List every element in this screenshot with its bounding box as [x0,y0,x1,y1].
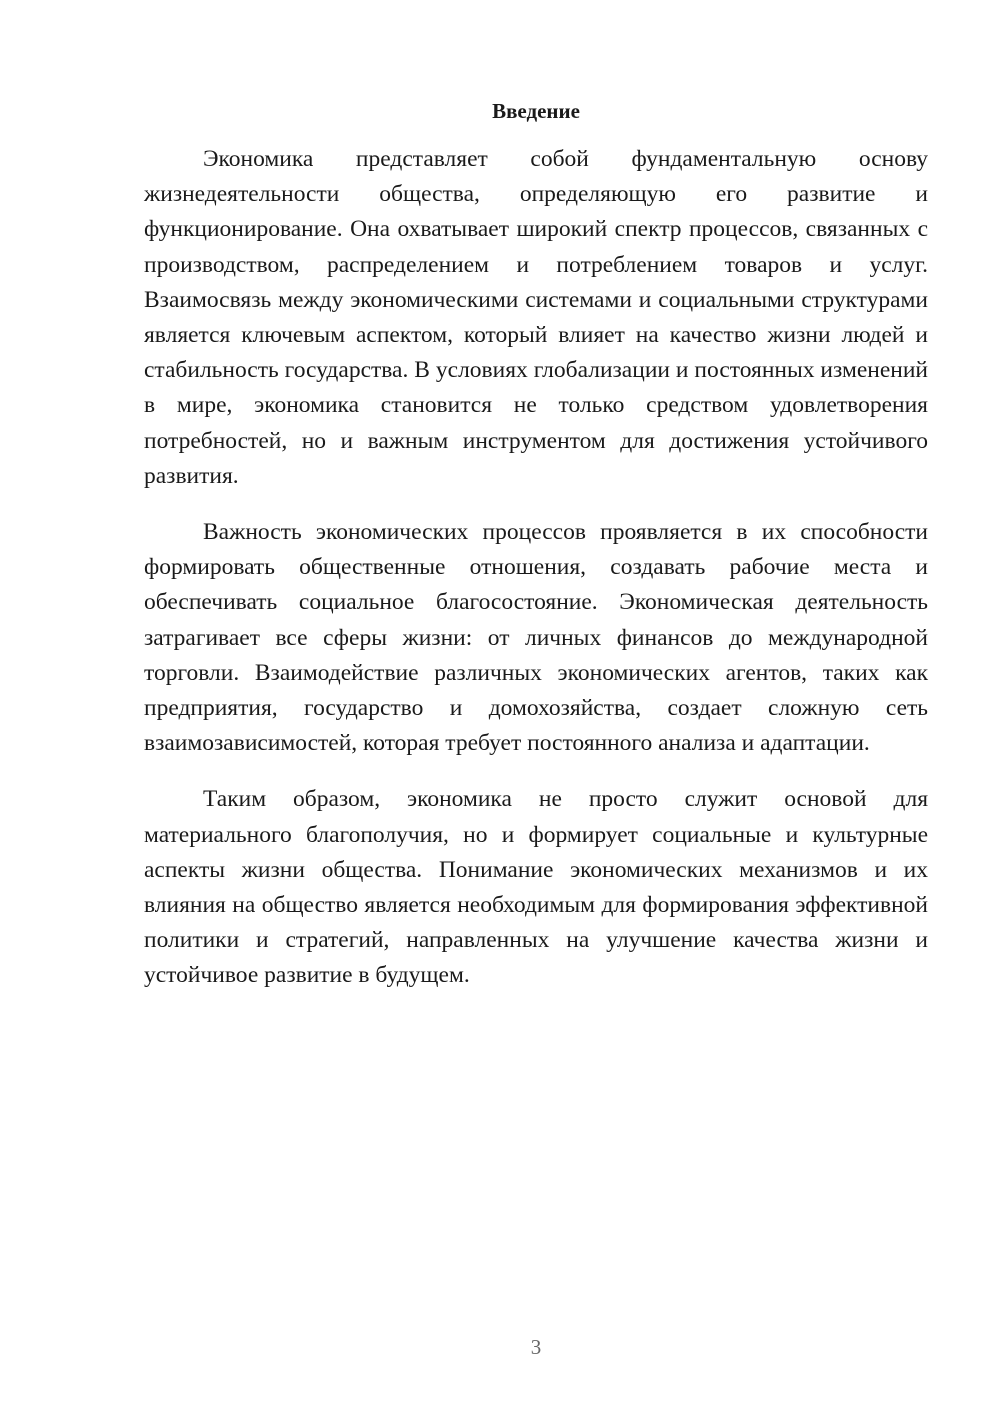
page-heading: Введение [492,99,580,123]
page-number: 3 [530,1335,542,1359]
paragraph-1: Экономика представляет собой фундаментальную основу жизнедеятельности общества, определяющую его развитие и функционирование. Она охватывает широкий спектр процессов, связанных с производством, распределением и потреблением товаров и услуг. Взаимосвязь между экономическими системами и социальными структурами является ключевым аспектом, который влияет на качество жизни людей и стабильность государства. В условиях глобализации и постоянных изменений в мире, экономика становится не только средством удовлетворения потребностей, но и важным инструментом для достижения устойчивого развития. [144,146,928,489]
paragraph-3: Таким образом, экономика не просто служит основой для материального благополучия, но и формирует социальные и культурные аспекты жизни общества. Понимание экономических механизмов и их влияния на общество является необходимым для формирования эффективной политики и стратегий, направленных на улучшение качества жизни и устойчивое развитие в будущем. [144,786,928,989]
body-text [144,142,928,994]
paragraph-2: Важность экономических процессов проявляется в их способности формировать общественные отношения, создавать рабочие места и обеспечивать социальное благосостояние. Экономическая деятельность затрагивает все сферы жизни: от личных финансов до международной торговли. Взаимодействие различных экономических агентов, таких как предприятия, государство и домохозяйства, создает сложную сеть взаимозависимостей, которая требует постоянного анализа и адаптации. [144,519,928,757]
